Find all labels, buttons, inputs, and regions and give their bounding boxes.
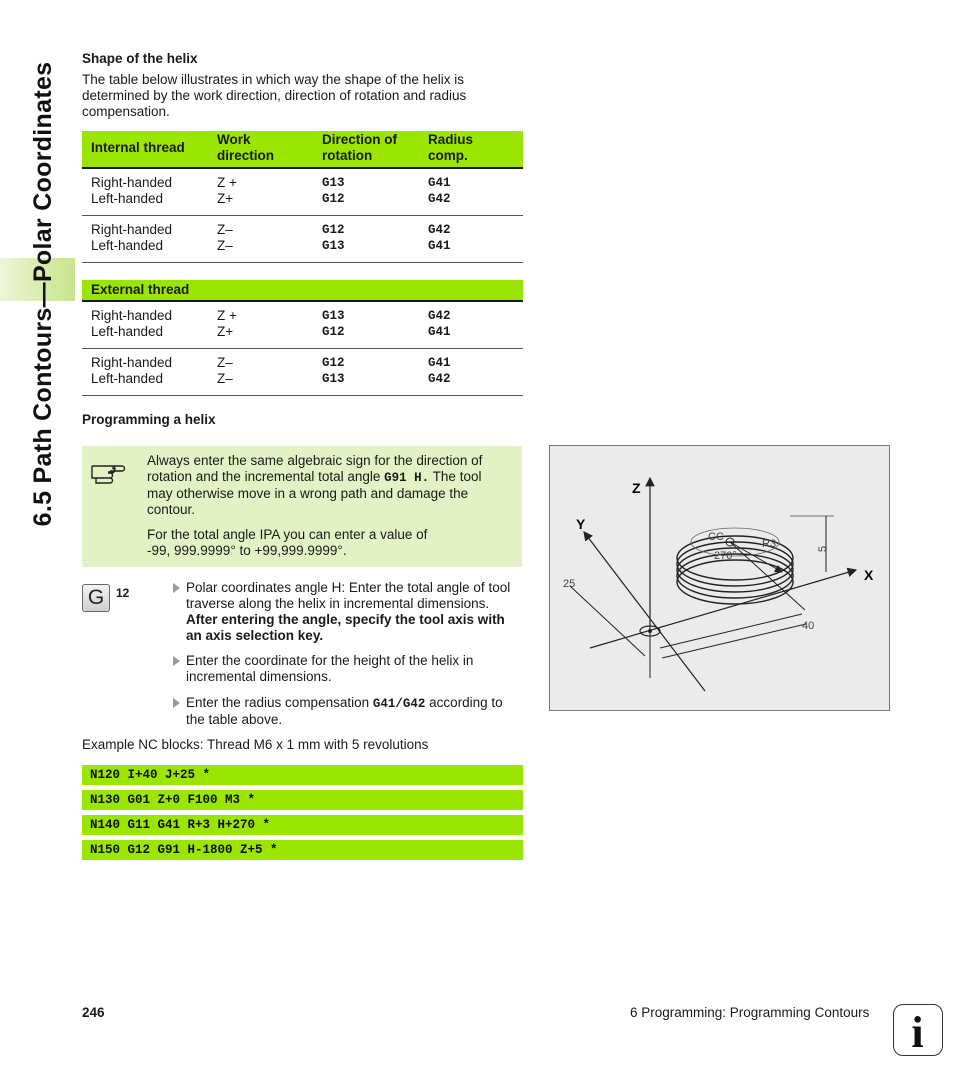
section-heading-programming: Programming a helix	[82, 412, 216, 427]
bullet-arrow-icon	[173, 698, 180, 708]
g-key-icon: G	[82, 584, 110, 612]
footer-chapter: 6 Programming: Programming Contours	[630, 1005, 870, 1020]
nc-block: N150 G12 G91 H-1800 Z+5 *	[82, 840, 523, 860]
y-axis-label: Y	[576, 516, 586, 532]
example-intro: Example NC blocks: Thread M6 x 1 mm with 5 revolutions	[82, 737, 429, 752]
info-glyph: i	[911, 1008, 924, 1054]
z-axis-label: Z	[632, 480, 641, 496]
header-external-thread: External thread	[91, 282, 190, 297]
table-row: Right-handed Z– G12 G41 Left-handed Z– G13 G42	[82, 349, 523, 396]
bullet-radius-comp: Enter the radius compensation G41/G42 according to the table above.	[173, 695, 538, 728]
table-header-row	[82, 131, 523, 169]
helix-diagram	[550, 446, 889, 710]
header-internal-thread: Internal thread	[91, 140, 185, 155]
header-work-direction: Work direction	[217, 132, 275, 163]
bullet-angle: Polar coordinates angle H: Enter the total angle of tool traverse along the helix in incremental dimensions. After entering the angle, specify the tool axis with an axis selection key.	[173, 580, 538, 644]
g-code-number: 12	[116, 586, 130, 600]
x-dimension-label: 40	[802, 620, 815, 632]
pointing-hand-icon	[90, 458, 126, 484]
shape-intro: The table below illustrates in which way the shape of the helix is determined by the work direction, direction of rotation and radius compensation.	[82, 72, 467, 119]
nc-block: N120 I+40 J+25 *	[82, 765, 523, 785]
helix-table-external	[82, 280, 523, 396]
bullet-arrow-icon	[173, 656, 180, 666]
x-axis-label: X	[864, 567, 874, 583]
helix-table-internal	[82, 131, 523, 263]
info-icon	[893, 1004, 943, 1056]
chapter-side-title: 6.5 Path Contours—Polar Coordinates	[29, 61, 57, 527]
page-number: 246	[82, 1005, 105, 1020]
nc-block: N140 G11 G41 R+3 H+270 *	[82, 815, 523, 835]
header-direction-rotation: Direction of rotation	[322, 132, 398, 163]
section-heading-shape: Shape of the helix	[82, 51, 198, 66]
table-row: Right-handed Z + G13 G41 Left-handed Z+ G12 G42	[82, 169, 523, 216]
table-header-row	[82, 280, 523, 302]
bullet-arrow-icon	[173, 583, 180, 593]
note-text-1: Always enter the same algebraic sign for the direction of rotation and the incremental total angle G91 H. The tool may otherwise move in a wrong path and damage the contour.	[147, 453, 483, 517]
height-label: 5	[817, 545, 829, 552]
radius-label: R3	[762, 538, 777, 550]
y-dimension-label: 25	[563, 578, 576, 590]
bullet-height: Enter the coordinate for the height of the helix in incremental dimensions.	[173, 653, 538, 685]
table-row: Right-handed Z + G13 G42 Left-handed Z+ G12 G41	[82, 302, 523, 349]
header-radius-comp: Radius comp.	[428, 132, 474, 163]
note-text-2: For the total angle IPA you can enter a value of -99, 999.9999° to +99,999.9999°.	[147, 527, 428, 558]
note-box	[82, 446, 522, 567]
helix-figure	[549, 445, 890, 711]
angle-label: 270°	[714, 550, 737, 562]
cc-label: CC	[708, 531, 724, 543]
table-row: Right-handed Z– G12 G42 Left-handed Z– G13 G41	[82, 216, 523, 263]
nc-block: N130 G01 Z+0 F100 M3 *	[82, 790, 523, 810]
